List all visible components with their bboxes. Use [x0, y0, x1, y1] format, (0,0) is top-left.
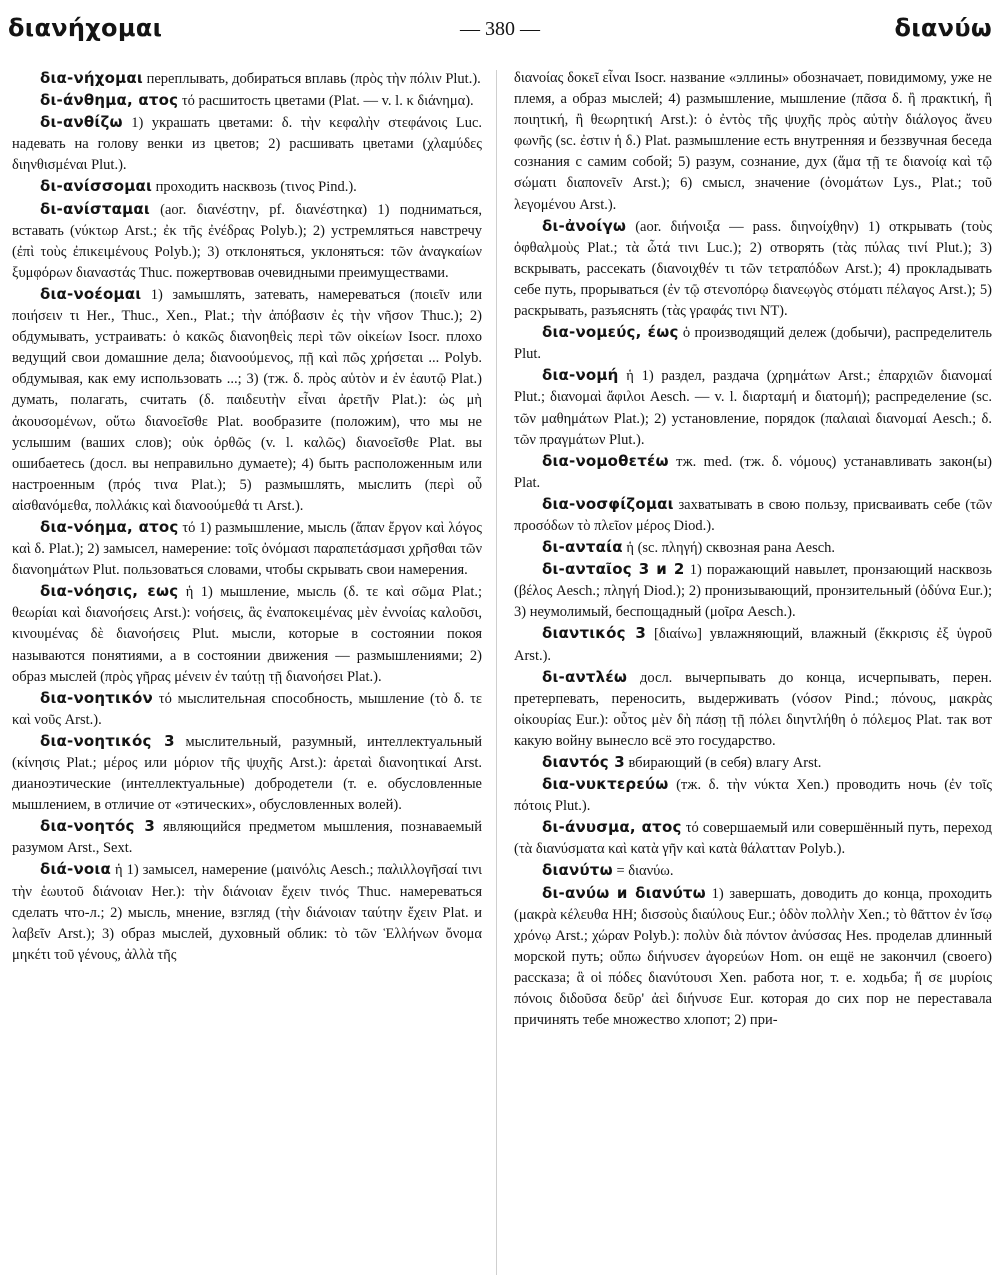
entry-definition: мыслительный, разумный, интеллектуальный (κίνησις Plat.; μέρος или μόριον τῆς ψυχῆς Arst.): ἀρεταὶ διανοητικαί Arst. дианоэтические (интеллектуальные) добродетели (т. е. обусловленные мышлением, в отличие от «этических», обусловленных волей).: [12, 733, 482, 814]
entry-definition: досл. вычерпывать до конца, исчерпывать, перен. претерпевать, переносить, выдерживать (νόσον Pind.; πόνους, μακρὰς οἰκουρίας Eur.): οὗτος μὲν δὴ πάσῃ τῇ πόλει διηντλήθη ὁ πόλεμος Plat. так вот какую войну вынесло всё это государство.: [514, 669, 992, 749]
dictionary-entry: [514, 216, 992, 322]
dictionary-entry: [12, 90, 482, 112]
dictionary-entry: [514, 752, 992, 774]
dictionary-entry: [12, 517, 482, 581]
entry-definition: тж. med. (тж. δ. νόμους) устанавливать закон(ы) Plat.: [514, 453, 992, 491]
entry-headword: δι-ανίσσομαι: [40, 177, 152, 196]
entry-headword: δια-νομή: [542, 366, 619, 385]
entry-definition: τό совершаемый или совершённый путь, переход (τὰ διανύσματα καὶ κατὰ γῆν καὶ κατὰ θάλατταν Polyb.).: [514, 820, 992, 858]
dictionary-entry: [12, 284, 482, 517]
dictionary-entry: [514, 860, 992, 882]
dictionary-entry: [514, 623, 992, 666]
entry-definition: τό 1) размышление, мысль (ἅπαν ἔργον καὶ λόγος καὶ δ. Plat.); 2) замысел, намерение: τοῖς ὀνόμασι παραπετάσμασι χρῆσθαι τῶν διανοημάτων Plut. пользоваться словами, чтобы скрывать свои намерения.: [12, 519, 482, 579]
entry-definition: ἡ (sc. πληγή) сквозная рана Aesch.: [626, 540, 836, 557]
entry-headword: δι-αντλέω: [542, 667, 628, 686]
dictionary-entry: [12, 581, 482, 687]
entry-headword: δι-άνυσμα, ατος: [542, 818, 682, 837]
entry-definition: (aor. διήνοιξα — pass. διηνοίχθην) 1) открывать (τοὺς ὀφθαλμοὺς Plat.; τὰ ὦτά τινι Luc.); 2) отворять (τὰς πύλας τινί Plut.); 3) вскрывать, рассекать (διανοιχθέν τι τῶν τετραπόδων Arst.); 4) прокладывать себе путь, прорываться (ἐν τῷ στενοπόρῳ διανεῳγὸς στόματι πέλαγος Arst.); 5) раскрывать, разъяснять (τὰς γραφάς τινι NT).: [514, 218, 992, 320]
entry-headword: διά-νοια: [40, 860, 111, 879]
entry-definition: 1) украшать цветами: δ. τὴν κεφαλὴν στεφάνοις Luc. надевать на голову венки из цветов; 2) расшивать цветами (χλαμύδες διηνθισμέναι Plut.).: [12, 115, 482, 174]
entry-headword: δια-νήχομαι: [40, 69, 143, 87]
dictionary-entry: [514, 494, 992, 537]
entry-definition: τό мыслительная способность, мышление (τὸ δ. τε καὶ νοῦς Arst.).: [12, 690, 482, 728]
entry-headword: δι-ανίσταμαι: [40, 199, 150, 218]
dictionary-entry: [12, 816, 482, 859]
entry-definition: вбирающий (в себя) влагу Arst.: [628, 755, 822, 771]
entry-headword: δι-ανύω и διανύτω: [542, 883, 706, 902]
dictionary-entry: [514, 537, 992, 559]
entry-definition: ἡ 1) раздел, раздача (χρημάτων Arst.; ἐπαρχιῶν διανομαί Plut.; διανομαὶ ἄφιλοι Aesch. — v. l. διαρταμή и διατομή); распределение (sc. τῶν μαθημάτων Plat.); 2) установление, порядок (παλαιαὶ διανομαί Aesch.; δ. τῶν πραγμάτων Plut.).: [514, 368, 992, 448]
dictionary-entry: [514, 451, 992, 494]
entry-definition: 1) замышлять, затевать, намереваться (ποιεῖν или ποιήσειν τι Her., Thuc., Xen., Plat.; τὴν ἀπόβασιν ἐς τὴν νῆσον Thuc.); 2) обдумывать, устраивать: ὁ κακῶς διανοηθεὶς περὶ τῶν οἰκείων Isocr. плохо ведущий свои домашние дела; διανοούμενος, πῇ καὶ πῶς χρήσεται ... Polyb. обдумывая, как ему использовать ...; 3) (тж. δ. πρὸς αὑτὸν и ἐν ἑαυτῷ Plat.) думать, полагать, считать (δ. παιδευτὴν εἶναι ἀρετῆν Plat.): ὡς μὴ ἀκουσομένων, οὕτω διανοεῖσθε Plat. вообразите (положим), что мы не услышим (ваших слов); οὐκ ὀρθῶς (v. l. καλῶς) διανοεῖσθε Plat. вы ошибаетесь (досл. вы неправильно думаете); 4) быть расположенным или настроенным (πρός τινα Plat.); 5) размышлять, мыслить (περὶ οὗ αἰσθανόμεθα, πολλάκις καὶ διανοούμεθά τι Arst.).: [12, 286, 482, 514]
left-column: [12, 68, 482, 1278]
page-number: — 380 —: [460, 18, 540, 40]
entry-definition: (тж. δ. τὴν νύκτα Xen.) проводить ночь (ἐν τοῖς πότοις Plut.).: [514, 777, 992, 815]
entry-headword: διαντός 3: [542, 753, 625, 771]
entry-headword: δια-νοέομαι: [40, 284, 142, 303]
entry-definition: ὁ производящий дележ (добычи), распределитель Plut.: [514, 325, 992, 363]
entry-headword: δια-νομεύς, έως: [542, 323, 679, 342]
entry-definition: 1) поражающий навылет, пронзающий насквозь (βέλος Aesch.; πληγή Diod.); 2) пронизывающий, пронзительный (ὀδύνα Eur.); 3) неумолимый, беспощадный (μοῖρα Aesch.).: [514, 562, 992, 621]
dictionary-entry: [514, 559, 992, 623]
entry-definition: являющийся предметом мышления, познаваемый разумом Arst., Sext.: [12, 819, 482, 857]
right-running-headword: διανύω: [894, 14, 992, 42]
entry-definition: ἡ 1) замысел, намерение (μαινόλις Aesch.; παλιλλογῆσαί τινι τὴν ἑωυτοῦ διάνοιαν Her.): τὴν διάνοιαν ἔχειν τινός Thuc. намереваться сделать что-л.; 2) мысль, мнение, взгляд (τὴν διάνοιαν ταύτην ἔχειν Plat. и λαβεῖν Arst.); 3) образ мыслей, духовный облик: τὸ τῶν Ἑλλήνων ὄνομα μηκέτι τοῦ γένους, ἀλλὰ τῆς: [12, 862, 482, 963]
dictionary-entry: [514, 365, 992, 450]
entry-headword: δια-νυκτερεύω: [542, 775, 669, 794]
entry-definition: ἡ 1) мышление, мысль (δ. τε καὶ σῶμα Plat.; θεωρίαι καὶ διανοήσεις Arst.): νοήσεις, ἃς ἐναποκειμένας μὲν ἐννοίας καλοῦσι, κινουμένας δὲ διανοήσεις Plut. мысли, которые в состоянии покоя называются понятиями, а в состоянии движения — размышлениями; 2) образ мыслей (πρὸς γῆρας μένειν ἐν ταύτῃ τῇ διανοήσει Plat.).: [12, 584, 482, 685]
entry-headword: διαντικός 3: [542, 624, 647, 643]
dictionary-entry: [12, 199, 482, 284]
entry-headword: δια-νόησις, εως: [40, 582, 179, 601]
entry-headword: δια-νοσφίζομαι: [542, 494, 674, 513]
entry-headword: δια-νοητικόν: [40, 688, 153, 707]
entry-headword: δια-νοητικός 3: [40, 731, 175, 750]
entry-definition: διανοίας δοκεῖ εἶναι Isocr. название «эллины» обозначает, повидимому, уже не племя, а образ мыслей; 4) размышление, мышление (πᾶσα δ. ἢ πρακτική, ἢ ποιητική, ἢ θεωρητική Arst.): ὁ ἐντὸς τῆς ψυχῆς πρὸς αὑτὴν διάλογος ἄνευ φωνῆς (sc. ἐστιν ἡ δ.) Plat. размышление есть внутренняя и беззвучная беседа сознания с самим собой; 5) разум, сознание, дух (ἅμα τῇ τε διανοίᾳ καὶ τῷ σώματι διαπονεῖν Arst.); 6) смысл, значение (ὀνομάτων Lys., Plat.; τοῦ λεγομένου Arst.).: [514, 70, 992, 213]
entry-headword: δι-ἀνοίγω: [542, 216, 627, 235]
dictionary-entry: [514, 883, 992, 1032]
column-divider: [496, 70, 497, 1275]
dictionary-entry: [514, 774, 992, 817]
entry-definition: [διαίνω] увлажняющий, влажный (ἔκκρισις ἐξ ὑγροῦ Arst.).: [514, 626, 992, 664]
entry-headword: δι-ανταία: [542, 538, 623, 557]
entry-definition: τό расшитость цветами (Plat. — v. l. κ διάνημα).: [181, 93, 474, 110]
dictionary-entry: [12, 112, 482, 176]
page-header: [0, 8, 1000, 50]
dictionary-entry: [514, 322, 992, 365]
entry-definition: проходить насквозь (τινος Pind.).: [155, 179, 357, 196]
entry-headword: δια-νομοθετέω: [542, 451, 669, 470]
entry-definition: = διανύω.: [616, 863, 674, 880]
entry-headword: δια-νόημα, ατος: [40, 517, 179, 536]
dictionary-entry: [514, 817, 992, 860]
entry-definition: переплывать, добираться вплавь (πρὸς τὴν πόλιν Plut.).: [146, 71, 481, 87]
dictionary-entry: [12, 688, 482, 731]
entry-definition: (aor. διανέστην, pf. διανέστηκα) 1) подниматься, вставать (νύκτωρ Arst.; ἐκ τῆς ἐνέδρας Polyb.); 2) устремляться навстречу (ἐπὶ τοὺς ἐπικειμένους Polyb.); 3) отклоняться, уклоняться: τῶν ἀναγκαίων ξυμφόρων διαναστάς Thuc. пожертвовав очевидными преимуществами.: [12, 201, 482, 281]
entry-definition: захватывать в свою пользу, присваивать себе (τῶν προσόδων τὸ πλεῖον μέρος Diod.).: [514, 496, 992, 534]
dictionary-entry: [12, 731, 482, 816]
dictionary-entry: [514, 68, 992, 216]
right-column: [514, 68, 992, 1278]
left-running-headword: διανήχομαι: [8, 14, 163, 42]
entry-headword: δι-άνθημα, ατος: [40, 91, 179, 110]
entry-definition: 1) завершать, доводить до конца, проходить (μακρὰ κέλευθα HH; δισσοὺς διαύλους Eur.; ὁδὸν πολλὴν Xen.; τὸ θᾶττον ἐν ἴσῳ χρόνῳ Arst.; χώραν Polyb.): πολὺν διὰ πόντον ἀνύσσας Hes. проделав длинный морской путь; οὔπω διήνυσεν ἀγορεύων Hom. он ещё не закончил (своего) рассказа; ἃ οἱ πόδες διανύτουσι Xen. работа ног, т. е. ходьба; ἥ σε μυρίοις πόνοις διδοῦσα δεῦρ' ἀεὶ διήνυσε Eur. которая до сих пор не переставала причинять тебе множество хлопот; 2) при-: [514, 885, 992, 1029]
dictionary-entry: [12, 859, 482, 965]
entry-headword: δι-ανταῖος 3 и 2: [542, 560, 685, 579]
entry-headword: διανύτω: [542, 861, 613, 880]
dictionary-entry: [12, 176, 482, 198]
dictionary-entry: [12, 68, 482, 90]
entry-headword: δια-νοητός 3: [40, 817, 156, 836]
entry-headword: δι-ανθίζω: [40, 113, 123, 132]
dictionary-entry: [514, 667, 992, 752]
